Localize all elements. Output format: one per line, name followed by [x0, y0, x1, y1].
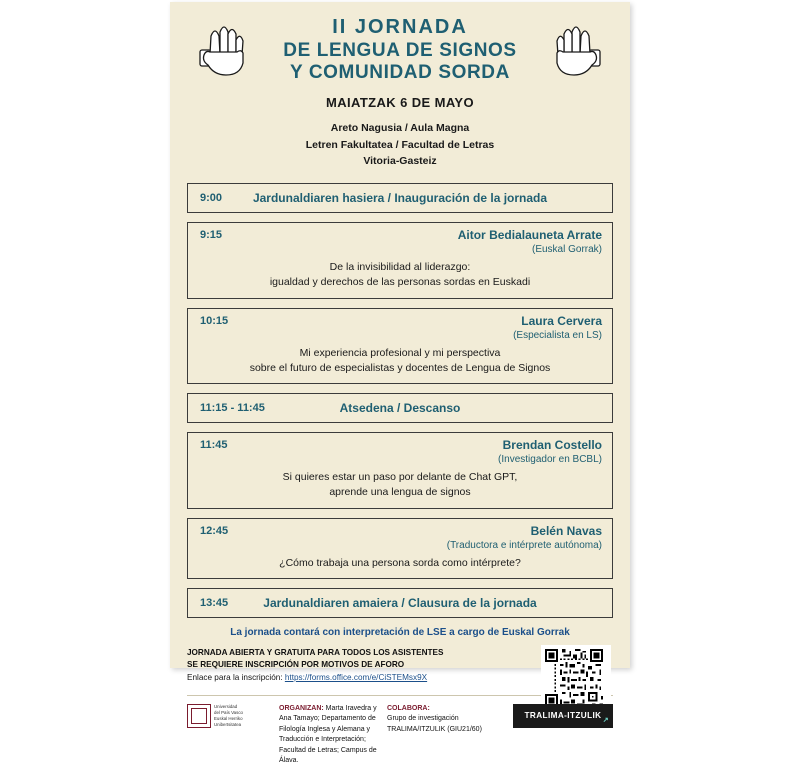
- upv-logo-line-3: Euskal Herriko: [214, 715, 243, 721]
- registration-link[interactable]: https://forms.office.com/e/CiSTEMsx9X: [284, 673, 428, 683]
- registration-prefix: Enlace para la inscripción:: [187, 673, 285, 683]
- speaker-affiliation: (Euskal Gorrak): [531, 244, 602, 256]
- talk-title: [198, 470, 602, 500]
- schedule-row: [187, 518, 613, 579]
- talk-title-line-2: igualdad y derechos de las personas sordas en Euskadi: [269, 276, 531, 289]
- open-note-line-2: SE REQUIERE INSCRIPCIÓN POR MOTIVOS DE AFORO: [187, 660, 405, 670]
- upv-logo-line-2: del País Vasco: [214, 709, 243, 715]
- upv-logo-text: [214, 704, 243, 728]
- speaker-affiliation: (Traductora e intérprete autónoma): [446, 539, 602, 551]
- schedule-row: [187, 588, 613, 618]
- schedule-row: [187, 183, 613, 213]
- session-time: 9:15: [200, 229, 223, 242]
- talk-title-line-1: De la invisibilidad al liderazgo:: [329, 261, 471, 274]
- title-line-3: Y COMUNIDAD SORDA: [290, 62, 510, 83]
- registration-info: [187, 647, 487, 685]
- hand-sign-icon: [192, 20, 254, 82]
- tralima-itzulik-badge: [513, 704, 613, 728]
- open-note-line-1: JORNADA ABIERTA Y GRATUITA PARA TODOS LOS ASISTENTES: [187, 647, 444, 657]
- session-label: Atsedena / Descanso: [339, 401, 461, 416]
- session-time: 11:15 - 11:45: [200, 402, 265, 415]
- talk-title: [198, 556, 602, 571]
- speaker-affiliation: (Especialista en LS): [513, 329, 602, 341]
- schedule-row: [187, 308, 613, 384]
- session-label: Jardunaldiaren hasiera / Inauguración de la jornada: [252, 191, 548, 206]
- speaker-name: Laura Cervera: [521, 313, 602, 328]
- registration-line: [187, 672, 487, 685]
- schedule-row: [187, 432, 613, 508]
- arrow-icon: ↗: [602, 716, 609, 724]
- poster: [170, 2, 630, 765]
- event-date: MAIATZAK 6 DE MAYO: [325, 95, 475, 111]
- event-venue: [170, 120, 630, 169]
- collaborators-label: COLABORA:: [387, 704, 430, 712]
- talk-title: [198, 346, 602, 376]
- upv-crest-icon: [187, 704, 211, 728]
- upv-ehu-logo: [187, 704, 271, 728]
- talk-title-line-2: aprende una lengua de signos: [329, 486, 471, 499]
- session-time: 10:15: [200, 314, 229, 327]
- hand-sign-icon: [546, 20, 608, 82]
- speaker-affiliation: (Investigador en BCBL): [498, 454, 602, 466]
- schedule-row: [187, 393, 613, 423]
- schedule-row: [187, 222, 613, 298]
- talk-title-line-1: Si quieres estar un paso por delante de Chat GPT,: [282, 471, 518, 484]
- sponsor-strip: [187, 695, 613, 767]
- poster-header: [170, 2, 630, 169]
- organizers-text: Marta Iravedra y Ana Tamayo; Departamento de Filología Inglesa y Alemana y Traducción e Interpretación; Facultad de Letras; Campus de Álava.: [279, 704, 377, 765]
- organizers-label: ORGANIZAN:: [279, 704, 324, 712]
- venue-line-3: Vitoria-Gasteiz: [363, 154, 437, 167]
- session-time: 9:00: [200, 192, 223, 205]
- organizers-block: [279, 704, 379, 767]
- upv-logo-line-1: Universidad: [214, 703, 238, 709]
- talk-title-line-1: ¿Cómo trabaja una persona sorda como intérprete?: [279, 556, 521, 569]
- speaker-name: Brendan Costello: [502, 438, 602, 453]
- schedule-list: [187, 183, 613, 618]
- speaker-name: Belén Navas: [530, 523, 602, 538]
- talk-title-line-2: sobre el futuro de especialistas y docentes de Lengua de Signos: [249, 361, 551, 374]
- collaborators-block: [387, 704, 505, 736]
- tralima-itzulik-label: TRALIMA-ITZULIK: [524, 710, 602, 720]
- session-time: 12:45: [200, 524, 229, 537]
- session-time: 11:45: [200, 439, 228, 452]
- title-line-2: DE LENGUA DE SIGNOS: [283, 39, 517, 61]
- session-label: Jardunaldiaren amaiera / Clausura de la jornada: [263, 595, 537, 610]
- title-line-1: II JORNADA: [332, 16, 468, 38]
- poster-footer: [187, 627, 613, 685]
- speaker-name: Aitor Bedialauneta Arrate: [457, 228, 602, 243]
- session-time: 13:45: [200, 596, 229, 609]
- collaborators-text: Grupo de investigación TRALIMA/ITZULIK (GIU21/60): [387, 715, 482, 733]
- interpretation-note: La jornada contará con interpretación de LSE a cargo de Euskal Gorrak: [230, 626, 570, 638]
- talk-title-line-1: Mi experiencia profesional y mi perspectiva: [299, 346, 501, 359]
- talk-title: [198, 260, 602, 290]
- venue-line-2: Letren Fakultatea / Facultad de Letras: [305, 138, 495, 151]
- upv-logo-line-4: Unibertsitatea: [214, 721, 242, 727]
- venue-line-1: Areto Nagusia / Aula Magna: [330, 122, 470, 135]
